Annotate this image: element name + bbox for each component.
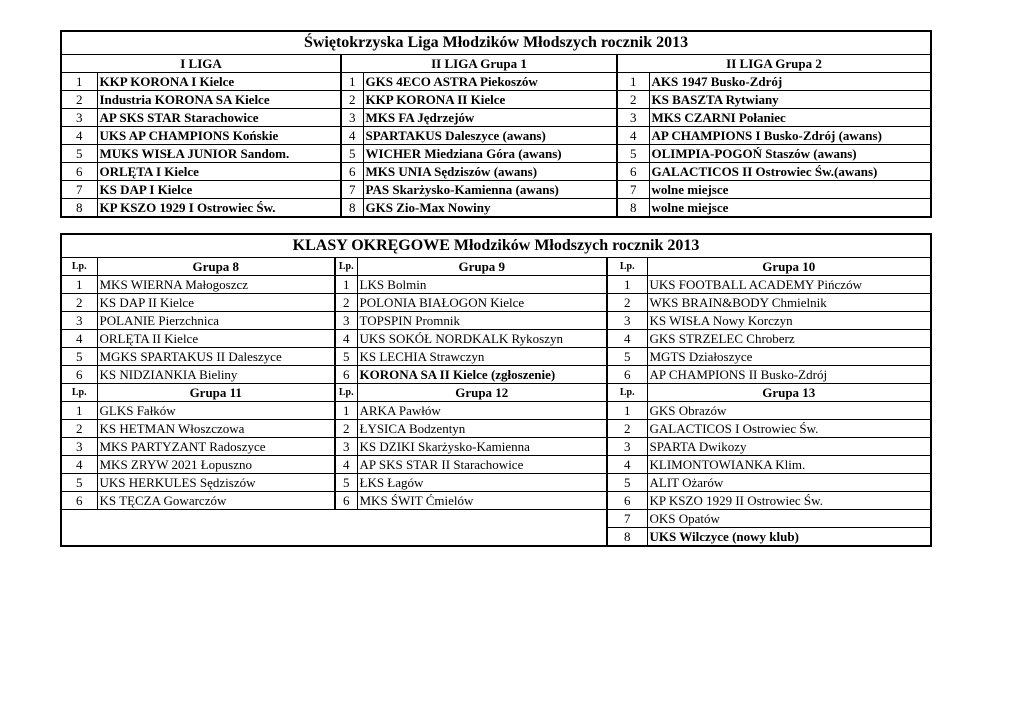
team-name: KS WISŁA Nowy Korczyn [647, 312, 931, 330]
position-number: 4 [61, 330, 97, 348]
position-number: 3 [617, 109, 649, 127]
position-number: 1 [607, 276, 647, 294]
table-row [61, 199, 931, 218]
table-row [61, 510, 931, 528]
team-name: UKS HERKULES Sędziszów [97, 474, 335, 492]
table-row [61, 163, 931, 181]
position-number: 7 [341, 181, 363, 199]
table-row [61, 312, 931, 330]
team-name: GLKS Fałków [97, 402, 335, 420]
team-name: WICHER Miedziana Góra (awans) [363, 145, 617, 163]
position-number: 4 [607, 330, 647, 348]
district-title: KLASY OKRĘGOWE Młodzików Młodszych rocznik 2013 [61, 234, 931, 258]
team-name: POLONIA BIAŁOGON Kielce [357, 294, 607, 312]
position-number: 2 [607, 294, 647, 312]
table-row [61, 330, 931, 348]
position-number: 1 [61, 73, 97, 91]
team-name: KP KSZO 1929 I Ostrowiec Św. [97, 199, 341, 218]
position-number: 5 [607, 348, 647, 366]
position-number: 2 [61, 294, 97, 312]
table-row [61, 145, 931, 163]
empty-cell [335, 510, 357, 528]
position-number: 2 [341, 91, 363, 109]
team-name: MKS ZRYW 2021 Łopuszno [97, 456, 335, 474]
position-number: 5 [335, 474, 357, 492]
empty-cell [357, 528, 607, 547]
position-number: 2 [607, 420, 647, 438]
group-header: Grupa 13 [647, 384, 931, 402]
team-name: TOPSPIN Promnik [357, 312, 607, 330]
table-row [61, 73, 931, 91]
team-name: UKS Wilczyce (nowy klub) [647, 528, 931, 547]
table-row [61, 127, 931, 145]
team-name: KS LECHIA Strawczyn [357, 348, 607, 366]
team-name: GALACTICOS II Ostrowiec Św.(awans) [649, 163, 931, 181]
team-name: KS HETMAN Włoszczowa [97, 420, 335, 438]
team-name: AP SKS STAR II Starachowice [357, 456, 607, 474]
table-row [61, 474, 931, 492]
empty-cell [97, 528, 335, 547]
team-name: LKS Bolmin [357, 276, 607, 294]
position-number: 7 [607, 510, 647, 528]
position-number: 3 [61, 109, 97, 127]
position-number: 4 [341, 127, 363, 145]
team-name: GKS Zio-Max Nowiny [363, 199, 617, 218]
team-name: wolne miejsce [649, 199, 931, 218]
position-number: 6 [335, 366, 357, 384]
position-number: 6 [61, 366, 97, 384]
table-row [61, 528, 931, 547]
position-number: 5 [607, 474, 647, 492]
position-number: 5 [61, 348, 97, 366]
position-number: 7 [617, 181, 649, 199]
lp-header: Lp. [607, 384, 647, 402]
team-name: UKS SOKÓŁ NORDKALK Rykoszyn [357, 330, 607, 348]
position-number: 5 [617, 145, 649, 163]
team-name: MKS ŚWIT Ćmielów [357, 492, 607, 510]
group-header: Grupa 12 [357, 384, 607, 402]
district-classes-table [60, 233, 932, 547]
team-name: WKS BRAIN&BODY Chmielnik [647, 294, 931, 312]
empty-cell [61, 528, 97, 547]
table-row [61, 276, 931, 294]
position-number: 3 [61, 438, 97, 456]
first-league-table [60, 30, 932, 218]
league-title: Świętokrzyska Liga Młodzików Młodszych rocznik 2013 [61, 31, 931, 55]
team-name: GALACTICOS I Ostrowiec Św. [647, 420, 931, 438]
team-name: ARKA Pawłów [357, 402, 607, 420]
position-number: 3 [335, 438, 357, 456]
team-name: GKS STRZELEC Chroberz [647, 330, 931, 348]
team-name: UKS FOOTBALL ACADEMY Pińczów [647, 276, 931, 294]
empty-cell [335, 528, 357, 547]
team-name: SPARTA Dwikozy [647, 438, 931, 456]
team-name: Industria KORONA SA Kielce [97, 91, 341, 109]
position-number: 1 [607, 402, 647, 420]
team-name: GKS 4ECO ASTRA Piekoszów [363, 73, 617, 91]
group-header-row [61, 384, 931, 402]
position-number: 3 [335, 312, 357, 330]
position-number: 2 [335, 294, 357, 312]
position-number: 1 [335, 402, 357, 420]
team-name: AP SKS STAR Starachowice [97, 109, 341, 127]
table-row [61, 294, 931, 312]
league-group-header: II LIGA Grupa 1 [341, 55, 617, 73]
position-number: 1 [61, 276, 97, 294]
team-name: ORLĘTA II Kielce [97, 330, 335, 348]
position-number: 6 [607, 366, 647, 384]
team-name: MKS UNIA Sędziszów (awans) [363, 163, 617, 181]
position-number: 3 [607, 312, 647, 330]
group-header: Grupa 8 [97, 258, 335, 276]
team-name: AKS 1947 Busko-Zdrój [649, 73, 931, 91]
team-name: KS NIDZIANKIA Bieliny [97, 366, 335, 384]
team-name: wolne miejsce [649, 181, 931, 199]
position-number: 3 [607, 438, 647, 456]
position-number: 5 [61, 474, 97, 492]
table-row [61, 181, 931, 199]
team-name: KORONA SA II Kielce (zgłoszenie) [357, 366, 607, 384]
table-row [61, 492, 931, 510]
team-name: AP CHAMPIONS II Busko-Zdrój [647, 366, 931, 384]
group-header-row [61, 258, 931, 276]
team-name: ALIT Ożarów [647, 474, 931, 492]
table-row [61, 420, 931, 438]
group-header: Grupa 10 [647, 258, 931, 276]
position-number: 8 [61, 199, 97, 218]
position-number: 3 [341, 109, 363, 127]
league-group-header: I LIGA [61, 55, 341, 73]
position-number: 5 [341, 145, 363, 163]
position-number: 4 [335, 456, 357, 474]
group-header: Grupa 11 [97, 384, 335, 402]
team-name: KS DAP II Kielce [97, 294, 335, 312]
position-number: 2 [61, 420, 97, 438]
position-number: 1 [335, 276, 357, 294]
lp-header: Lp. [335, 258, 357, 276]
lp-header: Lp. [61, 384, 97, 402]
position-number: 1 [341, 73, 363, 91]
team-name: SPARTAKUS Daleszyce (awans) [363, 127, 617, 145]
lp-header: Lp. [335, 384, 357, 402]
position-number: 4 [617, 127, 649, 145]
table-row [61, 366, 931, 384]
team-name: ORLĘTA I Kielce [97, 163, 341, 181]
empty-cell [97, 510, 335, 528]
position-number: 2 [617, 91, 649, 109]
group-header: Grupa 9 [357, 258, 607, 276]
position-number: 6 [61, 163, 97, 181]
team-name: OKS Opatów [647, 510, 931, 528]
team-name: OLIMPIA-POGOŃ Staszów (awans) [649, 145, 931, 163]
team-name: KKP KORONA II Kielce [363, 91, 617, 109]
position-number: 2 [61, 91, 97, 109]
table-row [61, 348, 931, 366]
team-name: KS DAP I Kielce [97, 181, 341, 199]
table-row [61, 456, 931, 474]
team-name: MKS CZARNI Połaniec [649, 109, 931, 127]
table-row [61, 91, 931, 109]
team-name: KS BASZTA Rytwiany [649, 91, 931, 109]
position-number: 2 [335, 420, 357, 438]
position-number: 6 [607, 492, 647, 510]
position-number: 6 [341, 163, 363, 181]
team-name: AP CHAMPIONS I Busko-Zdrój (awans) [649, 127, 931, 145]
team-name: MKS FA Jędrzejów [363, 109, 617, 127]
position-number: 6 [335, 492, 357, 510]
team-name: MGTS Działoszyce [647, 348, 931, 366]
lp-header: Lp. [61, 258, 97, 276]
league-group-header: II LIGA Grupa 2 [617, 55, 931, 73]
empty-cell [61, 510, 97, 528]
position-number: 1 [61, 402, 97, 420]
team-name: UKS AP CHAMPIONS Końskie [97, 127, 341, 145]
position-number: 5 [335, 348, 357, 366]
team-name: ŁKS Łagów [357, 474, 607, 492]
team-name: MUKS WISŁA JUNIOR Sandom. [97, 145, 341, 163]
team-name: KS TĘCZA Gowarczów [97, 492, 335, 510]
table-row [61, 438, 931, 456]
team-name: GKS Obrazów [647, 402, 931, 420]
position-number: 4 [607, 456, 647, 474]
team-name: KS DZIKI Skarżysko-Kamienna [357, 438, 607, 456]
position-number: 4 [61, 456, 97, 474]
table-row [61, 402, 931, 420]
team-name: PAS Skarżysko-Kamienna (awans) [363, 181, 617, 199]
team-name: MGKS SPARTAKUS II Daleszyce [97, 348, 335, 366]
empty-cell [357, 510, 607, 528]
team-name: KLIMONTOWIANKA Klim. [647, 456, 931, 474]
position-number: 8 [607, 528, 647, 547]
position-number: 6 [61, 492, 97, 510]
position-number: 3 [61, 312, 97, 330]
team-name: POLANIE Pierzchnica [97, 312, 335, 330]
position-number: 4 [61, 127, 97, 145]
position-number: 1 [617, 73, 649, 91]
team-name: MKS PARTYZANT Radoszyce [97, 438, 335, 456]
position-number: 4 [335, 330, 357, 348]
team-name: MKS WIERNA Małogoszcz [97, 276, 335, 294]
table-row [61, 109, 931, 127]
team-name: KP KSZO 1929 II Ostrowiec Św. [647, 492, 931, 510]
position-number: 5 [61, 145, 97, 163]
team-name: KKP KORONA I Kielce [97, 73, 341, 91]
lp-header: Lp. [607, 258, 647, 276]
position-number: 7 [61, 181, 97, 199]
team-name: ŁYSICA Bodzentyn [357, 420, 607, 438]
position-number: 6 [617, 163, 649, 181]
position-number: 8 [617, 199, 649, 218]
league-header-row [61, 55, 931, 73]
position-number: 8 [341, 199, 363, 218]
